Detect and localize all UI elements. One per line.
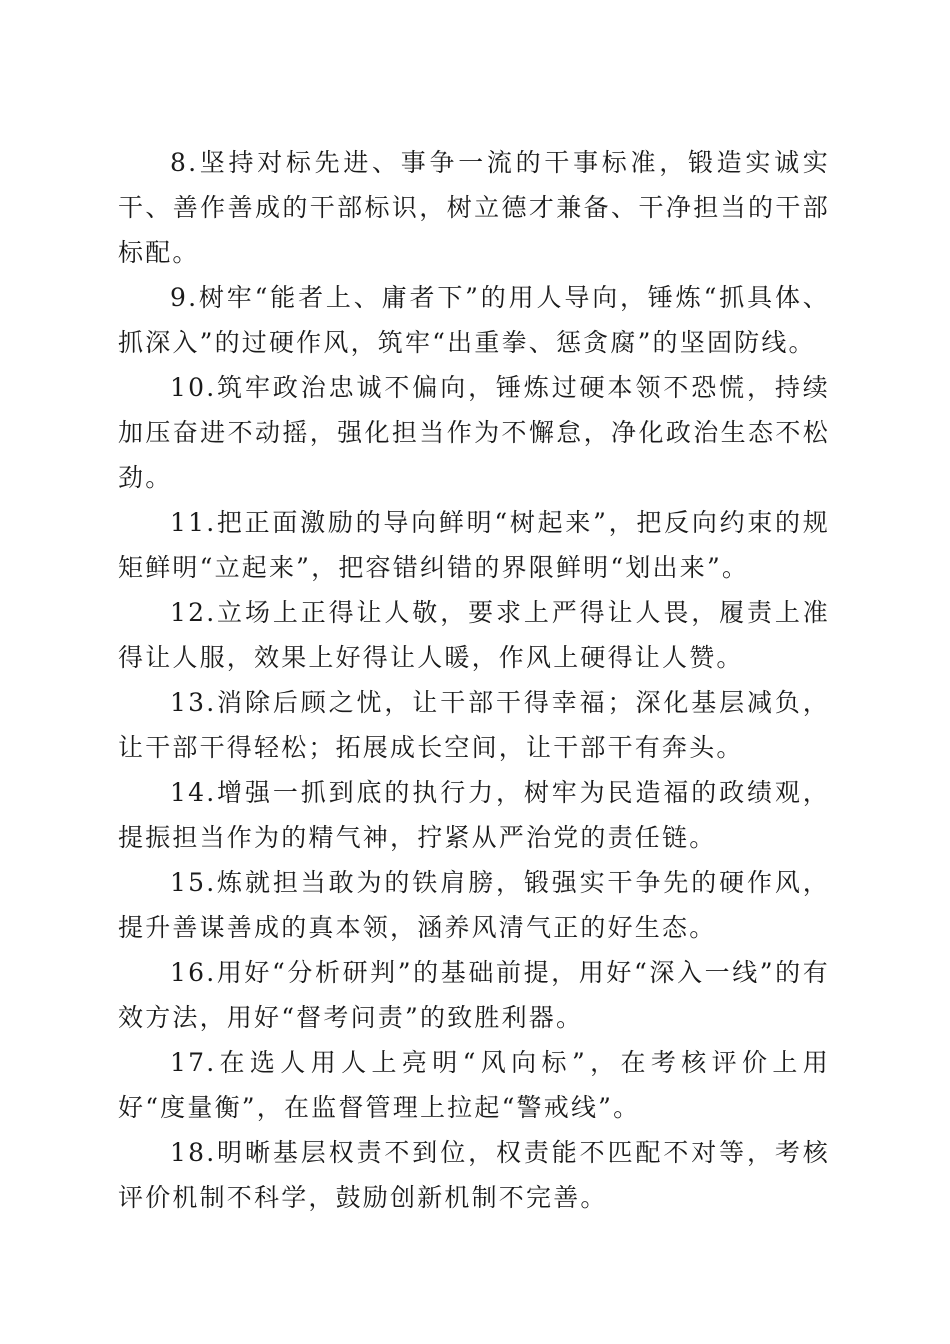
paragraph-item-8: 8.坚持对标先进、事争一流的干事标准，锻造实诚实干、善作善成的干部标识，树立德才兼备、干净担当的干部标配。 [118,148,830,267]
document-body [118,140,830,1220]
paragraph-item-10: 10.筑牢政治忠诚不偏向，锤炼过硬本领不恐慌，持续加压奋进不动摇，强化担当作为不懈怠，净化政治生态不松劲。 [118,373,830,492]
paragraph-item-13: 13.消除后顾之忧，让干部干得幸福；深化基层减负，让干部干得轻松；拓展成长空间，让干部干有奔头。 [118,688,830,762]
paragraph-item-14: 14.增强一抓到底的执行力，树牢为民造福的政绩观，提振担当作为的精气神，拧紧从严治党的责任链。 [118,778,830,852]
paragraph-item-11: 11.把正面激励的导向鲜明“树起来”，把反向约束的规矩鲜明“立起来”，把容错纠错的界限鲜明“划出来”。 [118,508,830,582]
paragraph-item-15: 15.炼就担当敢为的铁肩膀，锻强实干争先的硬作风，提升善谋善成的真本领，涵养风清气正的好生态。 [118,868,830,942]
paragraph-item-17: 17.在选人用人上亮明“风向标”，在考核评价上用好“度量衡”，在监督管理上拉起“警戒线”。 [118,1048,830,1122]
paragraph-item-12: 12.立场上正得让人敬，要求上严得让人畏，履责上准得让人服，效果上好得让人暖，作风上硬得让人赞。 [118,598,830,672]
paragraph-item-18: 18.明晰基层权责不到位，权责能不匹配不对等，考核评价机制不科学，鼓励创新机制不完善。 [118,1138,830,1212]
paragraph-item-16: 16.用好“分析研判”的基础前提，用好“深入一线”的有效方法，用好“督考问责”的致胜利器。 [118,958,830,1032]
paragraph-item-9: 9.树牢“能者上、庸者下”的用人导向，锤炼“抓具体、抓深入”的过硬作风，筑牢“出重拳、惩贪腐”的坚固防线。 [118,283,830,357]
